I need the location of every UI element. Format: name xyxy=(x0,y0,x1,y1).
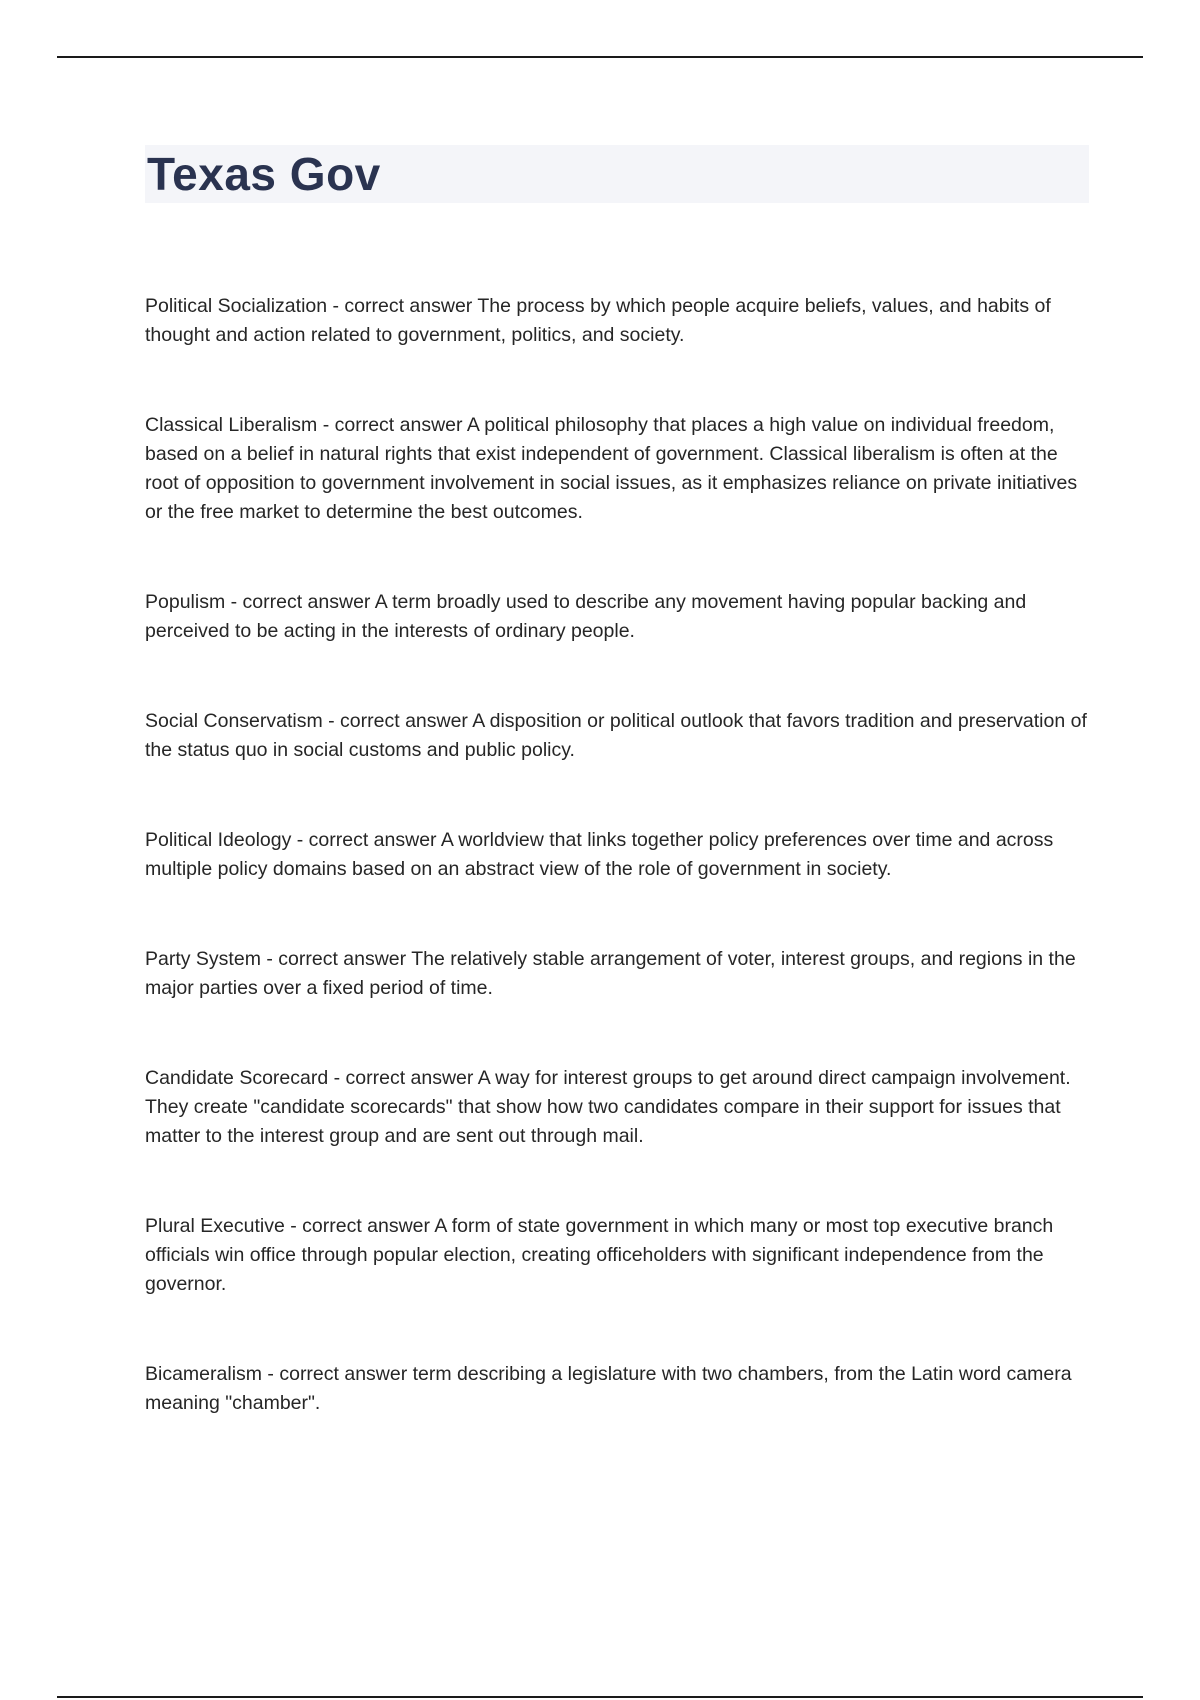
definition-entry: Candidate Scorecard - correct answer A way for interest groups to get around direct campaign involvement. They create "candidate scorecards" that show how two candidates compare in their support for issues that matter to the interest group and are sent out through mail. xyxy=(145,1067,1071,1147)
definition-entry: Social Conservatism - correct answer A disposition or political outlook that favors tradition and preservation of the status quo in social customs and public policy. xyxy=(145,710,1087,761)
definition-entry: Populism - correct answer A term broadly used to describe any movement having popular backing and perceived to be acting in the interests of ordinary people. xyxy=(145,591,1027,642)
definition-entry: Classical Liberalism - correct answer A political philosophy that places a high value on individual freedom, based on a belief in natural rights that exist independent of government. Classical liberalism is often at the root of opposition to government involvement in social issues, as it emphasizes reliance on private initiatives or the free market to determine the best outcomes. xyxy=(145,414,1078,523)
top-divider xyxy=(57,56,1143,58)
bottom-divider xyxy=(57,1696,1143,1698)
definition-entry: Party System - correct answer The relatively stable arrangement of voter, interest groups, and regions in the major parties over a fixed period of time. xyxy=(145,948,1076,999)
definition-list xyxy=(145,292,1090,1479)
definition-entry: Bicameralism - correct answer term describing a legislature with two chambers, from the Latin word camera meaning "chamber". xyxy=(145,1363,1072,1414)
definition-entry: Political Ideology - correct answer A worldview that links together policy preferences over time and across multiple policy domains based on an abstract view of the role of government in society. xyxy=(145,829,1054,880)
page-title: Texas Gov xyxy=(147,148,381,200)
definition-entry: Plural Executive - correct answer A form of state government in which many or most top executive branch officials win office through popular election, creating officeholders with significant independence from the governor. xyxy=(145,1215,1054,1295)
definition-entry: Political Socialization - correct answer The process by which people acquire beliefs, values, and habits of thought and action related to government, politics, and society. xyxy=(145,295,1051,346)
